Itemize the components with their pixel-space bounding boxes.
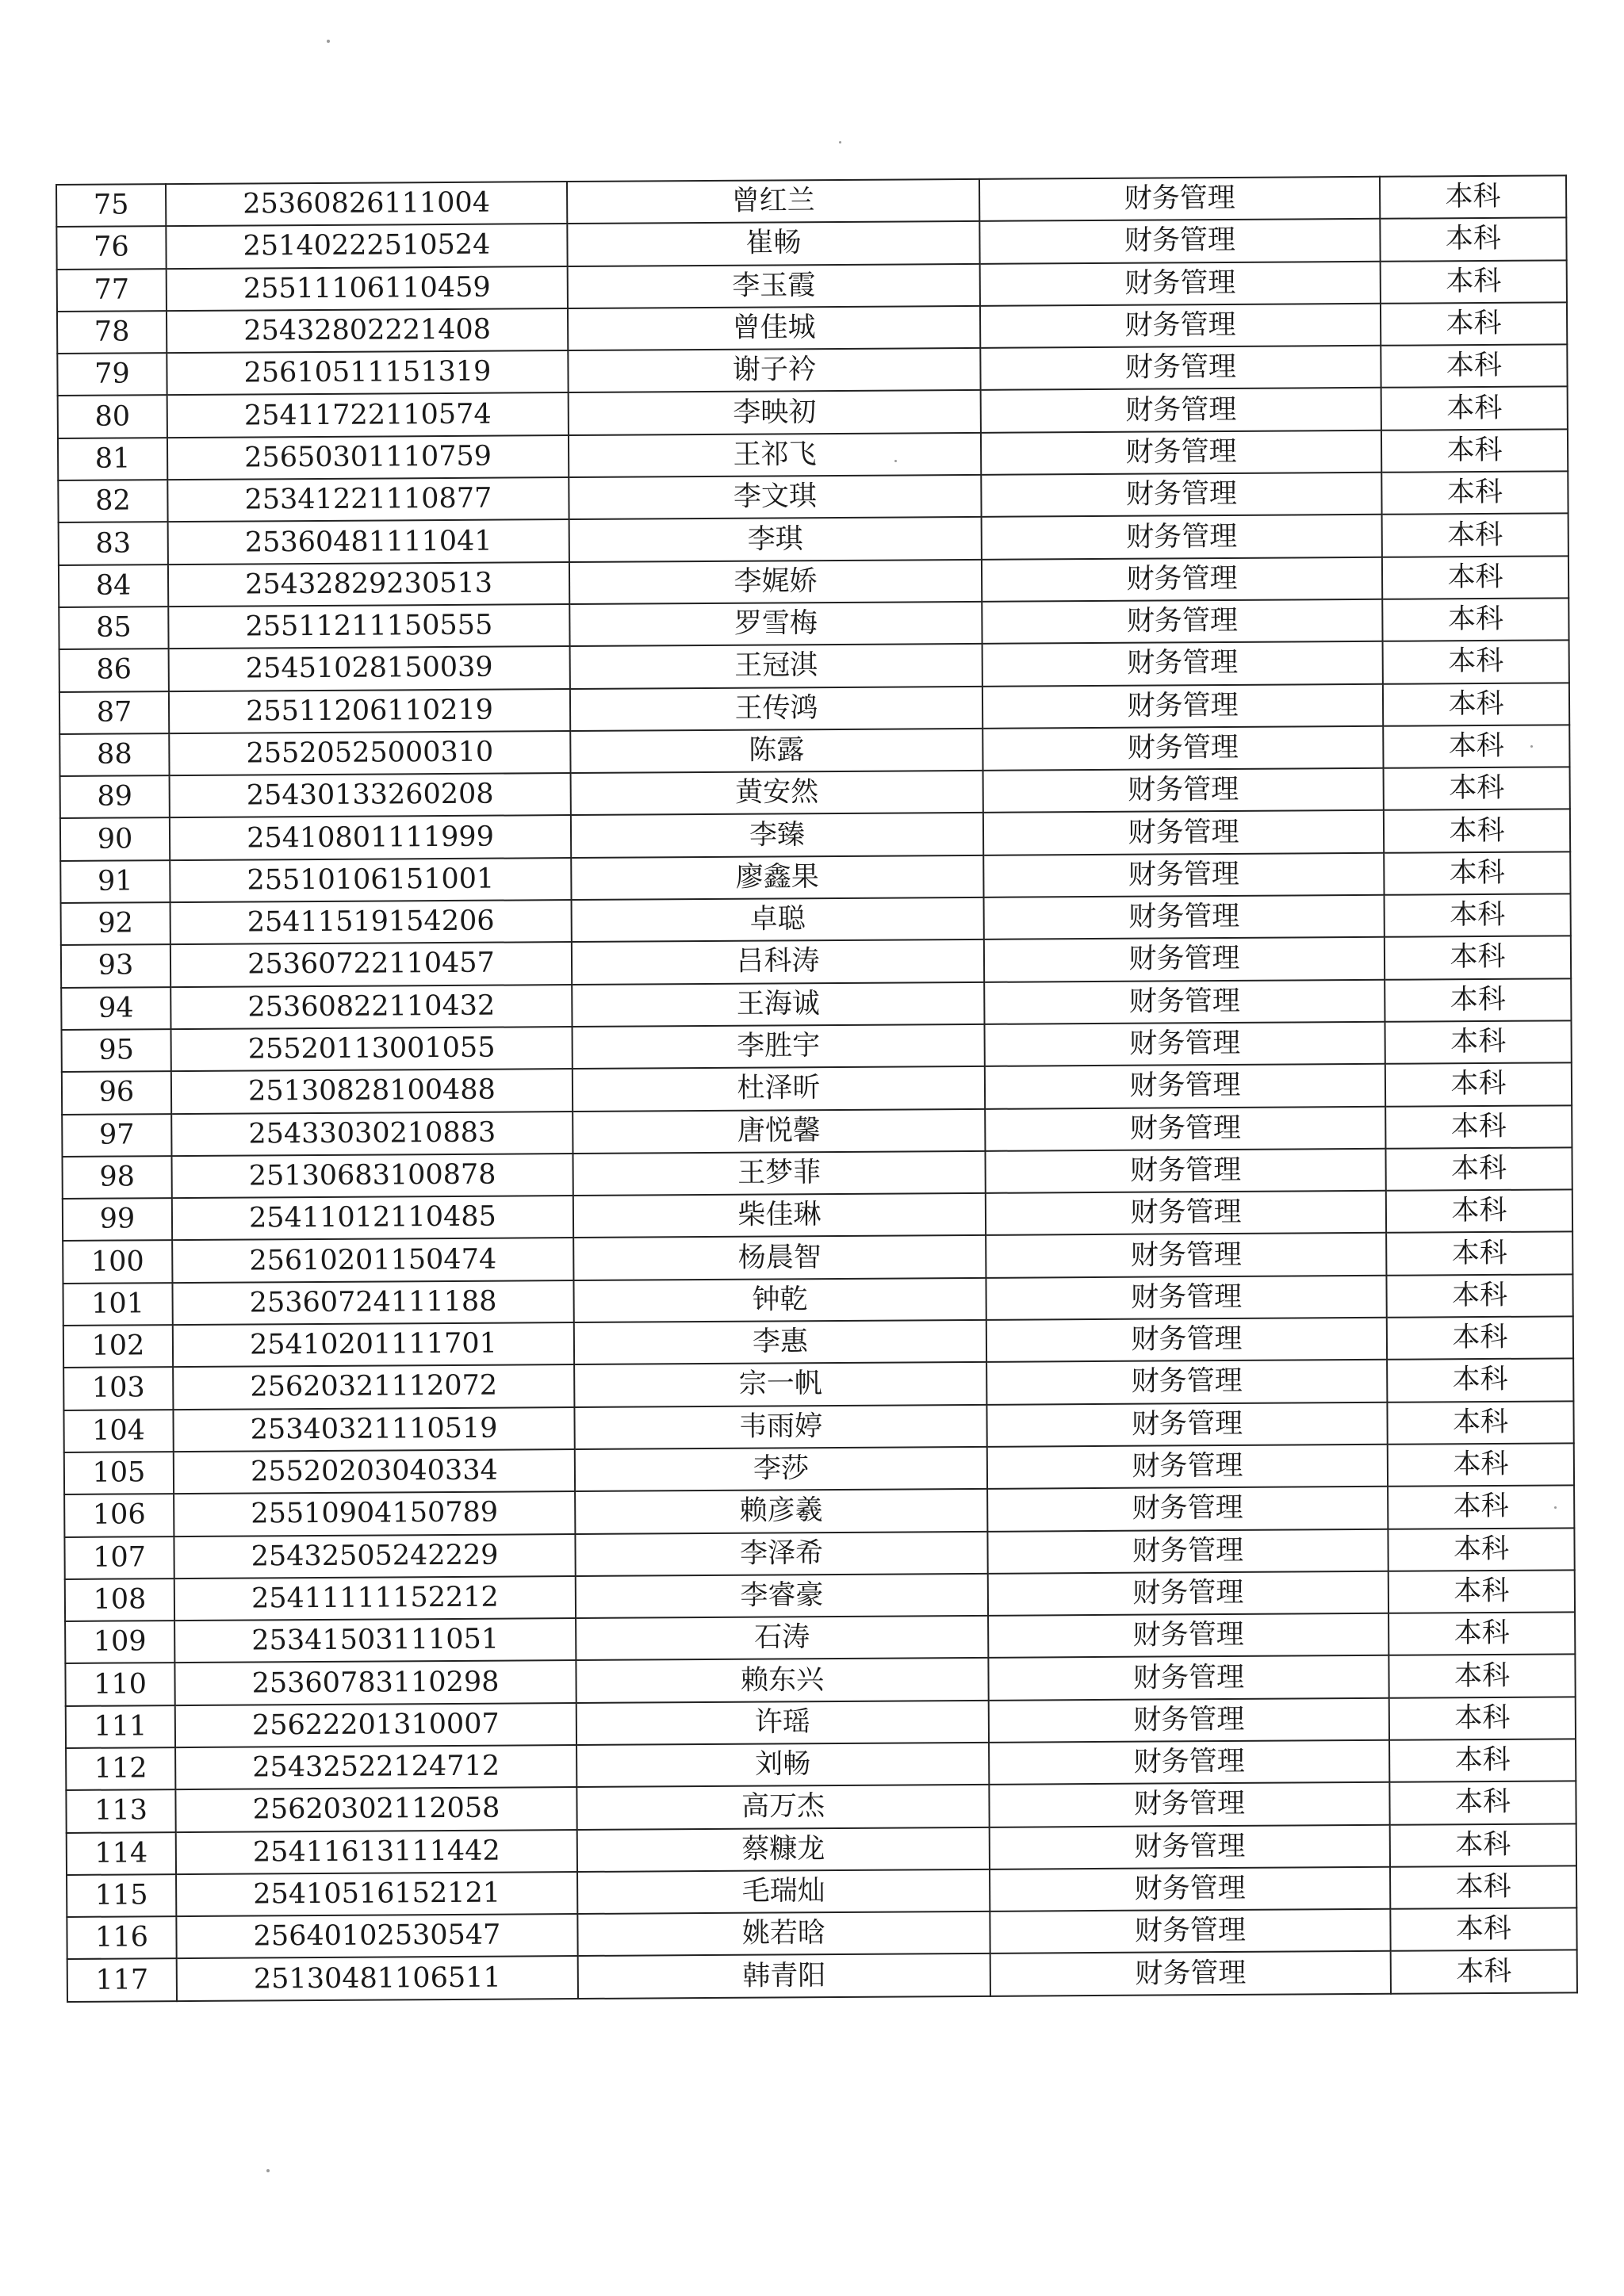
degree-level-cell: 本科	[1383, 683, 1569, 726]
exam-id-cell: 25520203040334	[174, 1449, 575, 1494]
exam-id-cell: 25411722110574	[167, 393, 569, 438]
scan-speck	[266, 2169, 270, 2172]
row-number-cell: 108	[65, 1578, 174, 1621]
major-cell: 财务管理	[981, 473, 1381, 517]
exam-id-cell: 25411519154206	[170, 900, 572, 944]
major-cell: 财务管理	[985, 1106, 1385, 1150]
row-number-cell: 96	[62, 1071, 171, 1114]
degree-level-cell: 本科	[1388, 1570, 1575, 1613]
student-name-cell: 李臻	[571, 813, 983, 857]
student-name-cell: 罗雪梅	[569, 602, 982, 646]
exam-id-cell: 25410801111999	[170, 815, 571, 859]
row-number-cell: 85	[59, 607, 168, 649]
exam-id-cell: 25411111152212	[174, 1576, 576, 1621]
exam-id-cell: 25341503111051	[174, 1618, 576, 1663]
exam-id-cell: 25360724111188	[172, 1280, 573, 1325]
major-cell: 财务管理	[990, 1824, 1390, 1869]
row-number-cell: 78	[57, 311, 167, 354]
exam-id-cell: 25360826111004	[166, 182, 567, 226]
student-name-cell: 谢子衿	[568, 348, 980, 392]
exam-id-cell: 25510106151001	[170, 858, 571, 902]
exam-id-cell: 25411012110485	[172, 1196, 573, 1240]
row-number-cell: 117	[67, 1959, 177, 2002]
student-name-cell: 吕科涛	[572, 939, 984, 984]
student-name-cell: 李文琪	[569, 475, 981, 519]
degree-level-cell: 本科	[1383, 641, 1569, 684]
major-cell: 财务管理	[984, 937, 1385, 982]
student-name-cell: 韦雨婷	[574, 1404, 986, 1448]
student-name-cell: 石涛	[576, 1616, 988, 1660]
student-name-cell: 李娓娇	[569, 560, 982, 604]
major-cell: 财务管理	[987, 1529, 1388, 1573]
major-cell: 财务管理	[986, 1191, 1386, 1235]
student-name-cell: 高万杰	[576, 1785, 989, 1829]
exam-id-cell: 25130828100488	[171, 1069, 573, 1113]
major-cell: 财务管理	[984, 979, 1385, 1024]
student-name-cell: 姚若晗	[577, 1911, 990, 1956]
exam-id-cell: 25340321110519	[173, 1407, 574, 1452]
degree-level-cell: 本科	[1382, 598, 1568, 641]
student-name-cell: 李泽希	[575, 1531, 987, 1575]
student-name-cell: 李胜宇	[573, 1024, 985, 1069]
exam-id-cell: 25650301110759	[167, 435, 569, 480]
exam-id-cell: 25432522124712	[175, 1745, 576, 1789]
student-name-cell: 唐悦馨	[573, 1108, 985, 1153]
degree-level-cell: 本科	[1385, 978, 1571, 1022]
major-cell: 财务管理	[986, 1318, 1387, 1362]
exam-id-cell: 25360822110432	[170, 985, 572, 1029]
row-number-cell: 112	[66, 1747, 175, 1790]
major-cell: 财务管理	[983, 768, 1384, 813]
row-number-cell: 99	[63, 1198, 172, 1241]
table-row	[67, 1950, 1577, 2002]
degree-level-cell: 本科	[1387, 1401, 1573, 1445]
row-number-cell: 77	[57, 269, 167, 312]
student-name-cell: 崔畅	[567, 221, 979, 266]
exam-id-cell: 25432505242229	[174, 1534, 575, 1578]
student-name-cell: 杨晨智	[573, 1235, 986, 1280]
student-name-cell: 黄安然	[571, 771, 983, 815]
exam-id-cell: 25432802221408	[167, 308, 568, 353]
student-name-cell: 卓聪	[572, 897, 984, 942]
row-number-cell: 97	[62, 1114, 171, 1157]
degree-level-cell: 本科	[1390, 1908, 1576, 1951]
degree-level-cell: 本科	[1380, 175, 1566, 219]
major-cell: 财务管理	[990, 1909, 1390, 1954]
row-number-cell: 89	[60, 775, 170, 818]
exam-id-cell: 25610511151319	[167, 350, 568, 395]
exam-id-cell: 25622201310007	[175, 1703, 576, 1747]
row-number-cell: 93	[61, 944, 170, 987]
row-number-cell: 103	[63, 1367, 173, 1410]
major-cell: 财务管理	[987, 1445, 1388, 1489]
student-name-cell: 刘畅	[576, 1743, 989, 1787]
student-name-cell: 王海诚	[572, 982, 984, 1027]
degree-level-cell: 本科	[1391, 1950, 1577, 1994]
scan-speck	[839, 141, 841, 144]
major-cell: 财务管理	[986, 1402, 1387, 1446]
student-name-cell: 杜泽昕	[573, 1066, 985, 1111]
student-name-cell: 柴佳琳	[573, 1193, 986, 1238]
student-name-cell: 宗一帆	[574, 1362, 986, 1406]
row-number-cell: 104	[63, 1410, 173, 1452]
exam-id-cell: 25433030210883	[171, 1112, 573, 1156]
exam-id-cell: 25360722110457	[170, 942, 572, 986]
student-name-cell: 蔡糠龙	[577, 1827, 990, 1871]
exam-id-cell: 25360783110298	[174, 1660, 576, 1705]
row-number-cell: 105	[64, 1452, 174, 1494]
degree-level-cell: 本科	[1387, 1316, 1573, 1360]
major-cell: 财务管理	[986, 1360, 1387, 1404]
major-cell: 财务管理	[980, 261, 1381, 305]
major-cell: 财务管理	[980, 304, 1381, 348]
row-number-cell: 107	[64, 1536, 174, 1579]
exam-id-cell: 25451028150039	[169, 646, 570, 691]
row-number-cell: 88	[59, 733, 169, 776]
degree-level-cell: 本科	[1389, 1781, 1576, 1825]
degree-level-cell: 本科	[1385, 1147, 1572, 1191]
student-name-cell: 王祁飞	[569, 433, 981, 477]
exam-id-cell: 25511106110459	[167, 266, 568, 311]
major-cell: 财务管理	[979, 219, 1380, 263]
exam-id-cell: 25640102530547	[176, 1914, 577, 1958]
row-number-cell: 92	[61, 902, 170, 945]
exam-id-cell: 25511206110219	[169, 689, 570, 733]
degree-level-cell: 本科	[1381, 387, 1568, 430]
major-cell: 财务管理	[990, 1867, 1390, 1911]
row-number-cell: 113	[66, 1789, 175, 1832]
major-cell: 财务管理	[985, 1064, 1385, 1108]
major-cell: 财务管理	[985, 1149, 1385, 1193]
student-name-cell: 李映初	[569, 390, 981, 434]
student-name-cell: 廖鑫果	[571, 855, 983, 900]
degree-level-cell: 本科	[1390, 1823, 1576, 1867]
degree-level-cell: 本科	[1381, 260, 1567, 304]
degree-level-cell: 本科	[1385, 894, 1571, 937]
row-number-cell: 86	[59, 649, 169, 691]
student-name-cell: 赖东兴	[576, 1658, 988, 1702]
degree-level-cell: 本科	[1384, 767, 1570, 811]
row-number-cell: 106	[64, 1494, 174, 1536]
degree-level-cell: 本科	[1386, 1189, 1572, 1233]
row-number-cell: 76	[56, 226, 166, 269]
row-number-cell: 83	[59, 522, 168, 565]
major-cell: 财务管理	[983, 810, 1384, 855]
exam-id-cell: 25620321112072	[173, 1364, 574, 1409]
major-cell: 财务管理	[989, 1782, 1389, 1827]
row-number-cell: 98	[62, 1156, 171, 1199]
student-name-cell: 陈露	[570, 729, 982, 773]
degree-level-cell: 本科	[1387, 1359, 1573, 1402]
major-cell: 财务管理	[982, 683, 1383, 728]
row-number-cell: 109	[65, 1621, 174, 1663]
row-number-cell: 90	[60, 818, 170, 861]
degree-level-cell: 本科	[1385, 1105, 1572, 1149]
exam-id-cell: 25430133260208	[170, 773, 571, 817]
row-number-cell: 110	[65, 1663, 174, 1706]
row-number-cell: 91	[60, 860, 170, 903]
student-name-cell: 曾红兰	[567, 179, 979, 224]
degree-level-cell: 本科	[1381, 429, 1568, 473]
row-number-cell: 115	[67, 1874, 176, 1917]
degree-level-cell: 本科	[1381, 345, 1567, 388]
degree-level-cell: 本科	[1380, 218, 1566, 262]
major-cell: 财务管理	[981, 430, 1381, 475]
degree-level-cell: 本科	[1381, 302, 1567, 346]
student-name-cell: 李玉霞	[568, 263, 980, 308]
student-name-cell: 曾佳城	[568, 306, 980, 350]
degree-level-cell: 本科	[1388, 1486, 1574, 1529]
major-cell: 财务管理	[982, 641, 1383, 686]
scan-speck	[327, 40, 330, 43]
degree-level-cell: 本科	[1389, 1739, 1576, 1782]
student-name-cell: 毛瑞灿	[577, 1869, 990, 1914]
major-cell: 财务管理	[984, 1022, 1385, 1066]
major-cell: 财务管理	[983, 853, 1384, 897]
row-number-cell: 111	[66, 1705, 175, 1748]
row-number-cell: 116	[67, 1916, 176, 1959]
row-number-cell: 80	[58, 396, 167, 438]
degree-level-cell: 本科	[1389, 1697, 1576, 1740]
degree-level-cell: 本科	[1382, 556, 1568, 599]
degree-level-cell: 本科	[1386, 1274, 1572, 1318]
exam-id-cell: 25411613111442	[176, 1830, 577, 1874]
student-list-table	[56, 174, 1578, 2002]
exam-id-cell: 25341221110877	[167, 477, 569, 522]
exam-id-cell: 25130481106511	[177, 1956, 578, 2000]
degree-level-cell: 本科	[1388, 1528, 1574, 1571]
exam-id-cell: 25432829230513	[168, 562, 569, 607]
degree-level-cell: 本科	[1386, 1232, 1572, 1276]
exam-id-cell: 25410201111701	[173, 1322, 574, 1367]
major-cell: 财务管理	[987, 1487, 1388, 1531]
major-cell: 财务管理	[989, 1697, 1389, 1742]
major-cell: 财务管理	[988, 1613, 1388, 1658]
major-cell: 财务管理	[989, 1740, 1389, 1785]
student-name-cell: 李琪	[569, 517, 982, 561]
row-number-cell: 95	[62, 1029, 171, 1072]
major-cell: 财务管理	[981, 388, 1381, 432]
degree-level-cell: 本科	[1388, 1443, 1574, 1487]
student-name-cell: 李睿豪	[576, 1574, 988, 1618]
degree-level-cell: 本科	[1381, 471, 1568, 515]
row-number-cell: 101	[63, 1283, 172, 1326]
degree-level-cell: 本科	[1384, 851, 1570, 895]
student-name-cell: 王冠淇	[570, 644, 982, 688]
major-cell: 财务管理	[988, 1571, 1388, 1616]
row-number-cell: 75	[56, 184, 166, 227]
row-number-cell: 82	[58, 480, 167, 522]
degree-level-cell: 本科	[1382, 514, 1568, 557]
exam-id-cell: 25130683100878	[171, 1154, 573, 1198]
row-number-cell: 87	[59, 691, 169, 734]
exam-id-cell: 25610201150474	[172, 1238, 573, 1282]
exam-id-cell: 25410516152121	[176, 1872, 577, 1916]
exam-id-cell: 25520113001055	[171, 1027, 573, 1071]
major-cell: 财务管理	[986, 1275, 1386, 1319]
table-body	[56, 175, 1577, 2001]
student-name-cell: 王传鸿	[570, 686, 982, 730]
student-name-cell: 许瑶	[576, 1701, 989, 1745]
row-number-cell: 84	[59, 564, 168, 607]
major-cell: 财务管理	[988, 1655, 1388, 1700]
row-number-cell: 81	[58, 438, 167, 480]
major-cell: 财务管理	[982, 557, 1382, 601]
major-cell: 财务管理	[986, 1233, 1386, 1277]
degree-level-cell: 本科	[1385, 1063, 1572, 1107]
degree-level-cell: 本科	[1383, 725, 1569, 768]
major-cell: 财务管理	[980, 346, 1381, 390]
degree-level-cell: 本科	[1388, 1655, 1575, 1698]
major-cell: 财务管理	[979, 177, 1380, 221]
degree-level-cell: 本科	[1384, 809, 1570, 853]
row-number-cell: 94	[61, 987, 170, 1030]
student-name-cell: 韩青阳	[578, 1954, 990, 1998]
degree-level-cell: 本科	[1385, 936, 1571, 980]
degree-level-cell: 本科	[1388, 1612, 1575, 1655]
row-number-cell: 102	[63, 1325, 173, 1368]
exam-id-cell: 25140222510524	[166, 224, 567, 268]
exam-id-cell: 25510904150789	[174, 1491, 575, 1536]
row-number-cell: 79	[57, 353, 167, 396]
exam-id-cell: 25620302112058	[175, 1787, 576, 1831]
exam-id-cell: 25511211150555	[168, 604, 569, 649]
major-cell: 财务管理	[982, 599, 1382, 644]
major-cell: 财务管理	[982, 515, 1382, 559]
degree-level-cell: 本科	[1385, 1020, 1571, 1064]
exam-id-cell: 25360481111041	[168, 519, 569, 564]
student-name-cell: 赖彦羲	[575, 1489, 987, 1533]
major-cell: 财务管理	[990, 1951, 1391, 1996]
student-name-cell: 李莎	[575, 1447, 987, 1491]
major-cell: 财务管理	[984, 895, 1385, 939]
student-name-cell: 王梦菲	[573, 1151, 985, 1196]
student-name-cell: 钟乾	[573, 1278, 986, 1322]
major-cell: 财务管理	[982, 726, 1383, 771]
row-number-cell: 100	[63, 1241, 172, 1284]
student-name-cell: 李惠	[574, 1320, 986, 1364]
row-number-cell: 114	[67, 1832, 176, 1875]
degree-level-cell: 本科	[1390, 1866, 1576, 1909]
exam-id-cell: 25520525000310	[169, 731, 570, 775]
